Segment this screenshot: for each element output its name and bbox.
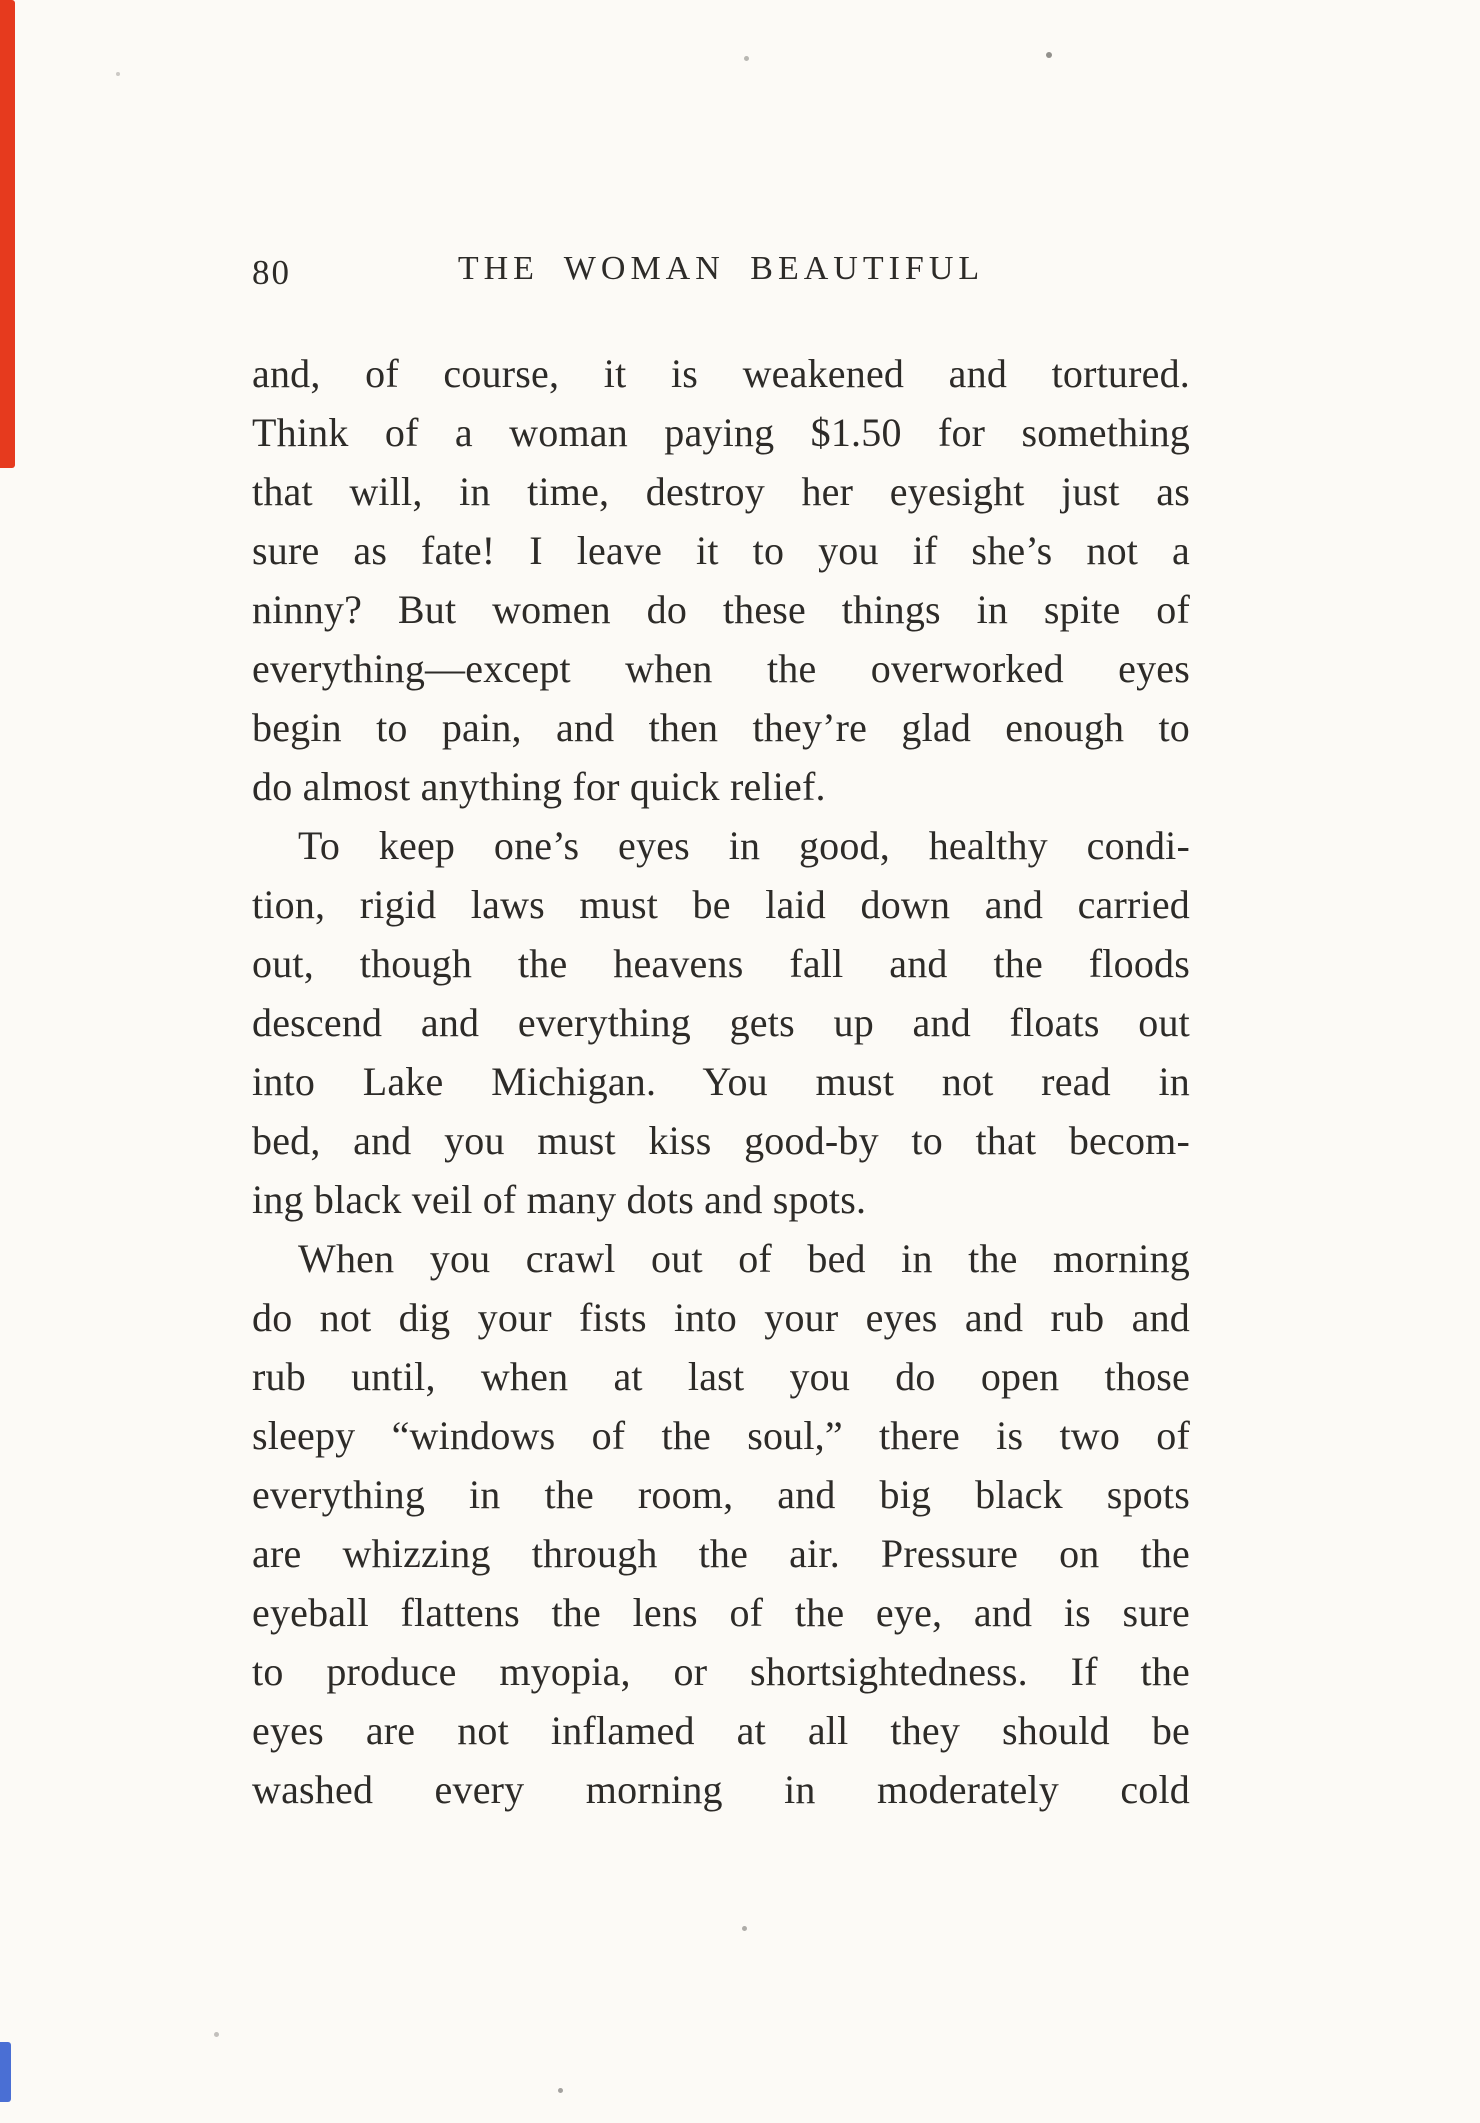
text-line: eyeball flattens the lens of the eye, and is sure <box>252 1590 1190 1635</box>
text-line: that will, in time, destroy her eyesight just as <box>252 469 1190 514</box>
text-line: descend and everything gets up and floats out <box>252 1000 1190 1045</box>
scan-speck <box>214 2032 219 2037</box>
page-number: 80 <box>252 253 291 292</box>
text-line: ninny? But women do these things in spite of <box>252 587 1190 632</box>
text-line: rub until, when at last you do open those <box>252 1354 1190 1399</box>
text-line: are whizzing through the air. Pressure on the <box>252 1531 1190 1576</box>
scan-edge-blue-strip <box>0 2042 11 2102</box>
scan-speck <box>744 56 749 61</box>
text-line: eyes are not inflamed at all they should be <box>252 1708 1190 1753</box>
scan-speck <box>1046 52 1052 58</box>
page-header <box>252 250 1190 296</box>
text-line: To keep one’s eyes in good, healthy condi- <box>298 823 1190 868</box>
text-line: sure as fate! I leave it to you if she’s not a <box>252 528 1190 573</box>
scan-speck <box>742 1926 747 1931</box>
text-line: bed, and you must kiss good-by to that becom- <box>252 1118 1190 1163</box>
text-line: do almost anything for quick relief. <box>252 764 826 809</box>
scan-edge-red-strip <box>0 0 15 468</box>
scan-speck <box>116 72 120 76</box>
text-line: When you crawl out of bed in the morning <box>298 1236 1190 1281</box>
text-line: and, of course, it is weakened and tortured. <box>252 351 1190 396</box>
scan-speck <box>558 2088 563 2093</box>
text-line: to produce myopia, or shortsightedness. If the <box>252 1649 1190 1694</box>
text-line: sleepy “windows of the soul,” there is two of <box>252 1413 1190 1458</box>
text-line: out, though the heavens fall and the floods <box>252 941 1190 986</box>
text-line: Think of a woman paying $1.50 for something <box>252 410 1190 455</box>
text-line: washed every morning in moderately cold <box>252 1767 1190 1812</box>
text-line: ing black veil of many dots and spots. <box>252 1177 867 1222</box>
running-title: THE WOMAN BEAUTIFUL <box>457 250 985 287</box>
text-line: begin to pain, and then they’re glad enough to <box>252 705 1190 750</box>
text-block <box>252 344 1190 1819</box>
text-line: into Lake Michigan. You must not read in <box>252 1059 1190 1104</box>
text-line: tion, rigid laws must be laid down and carried <box>252 882 1190 927</box>
text-line: do not dig your fists into your eyes and rub and <box>252 1295 1190 1340</box>
text-line: everything—except when the overworked eyes <box>252 646 1190 691</box>
text-line: everything in the room, and big black spots <box>252 1472 1190 1517</box>
